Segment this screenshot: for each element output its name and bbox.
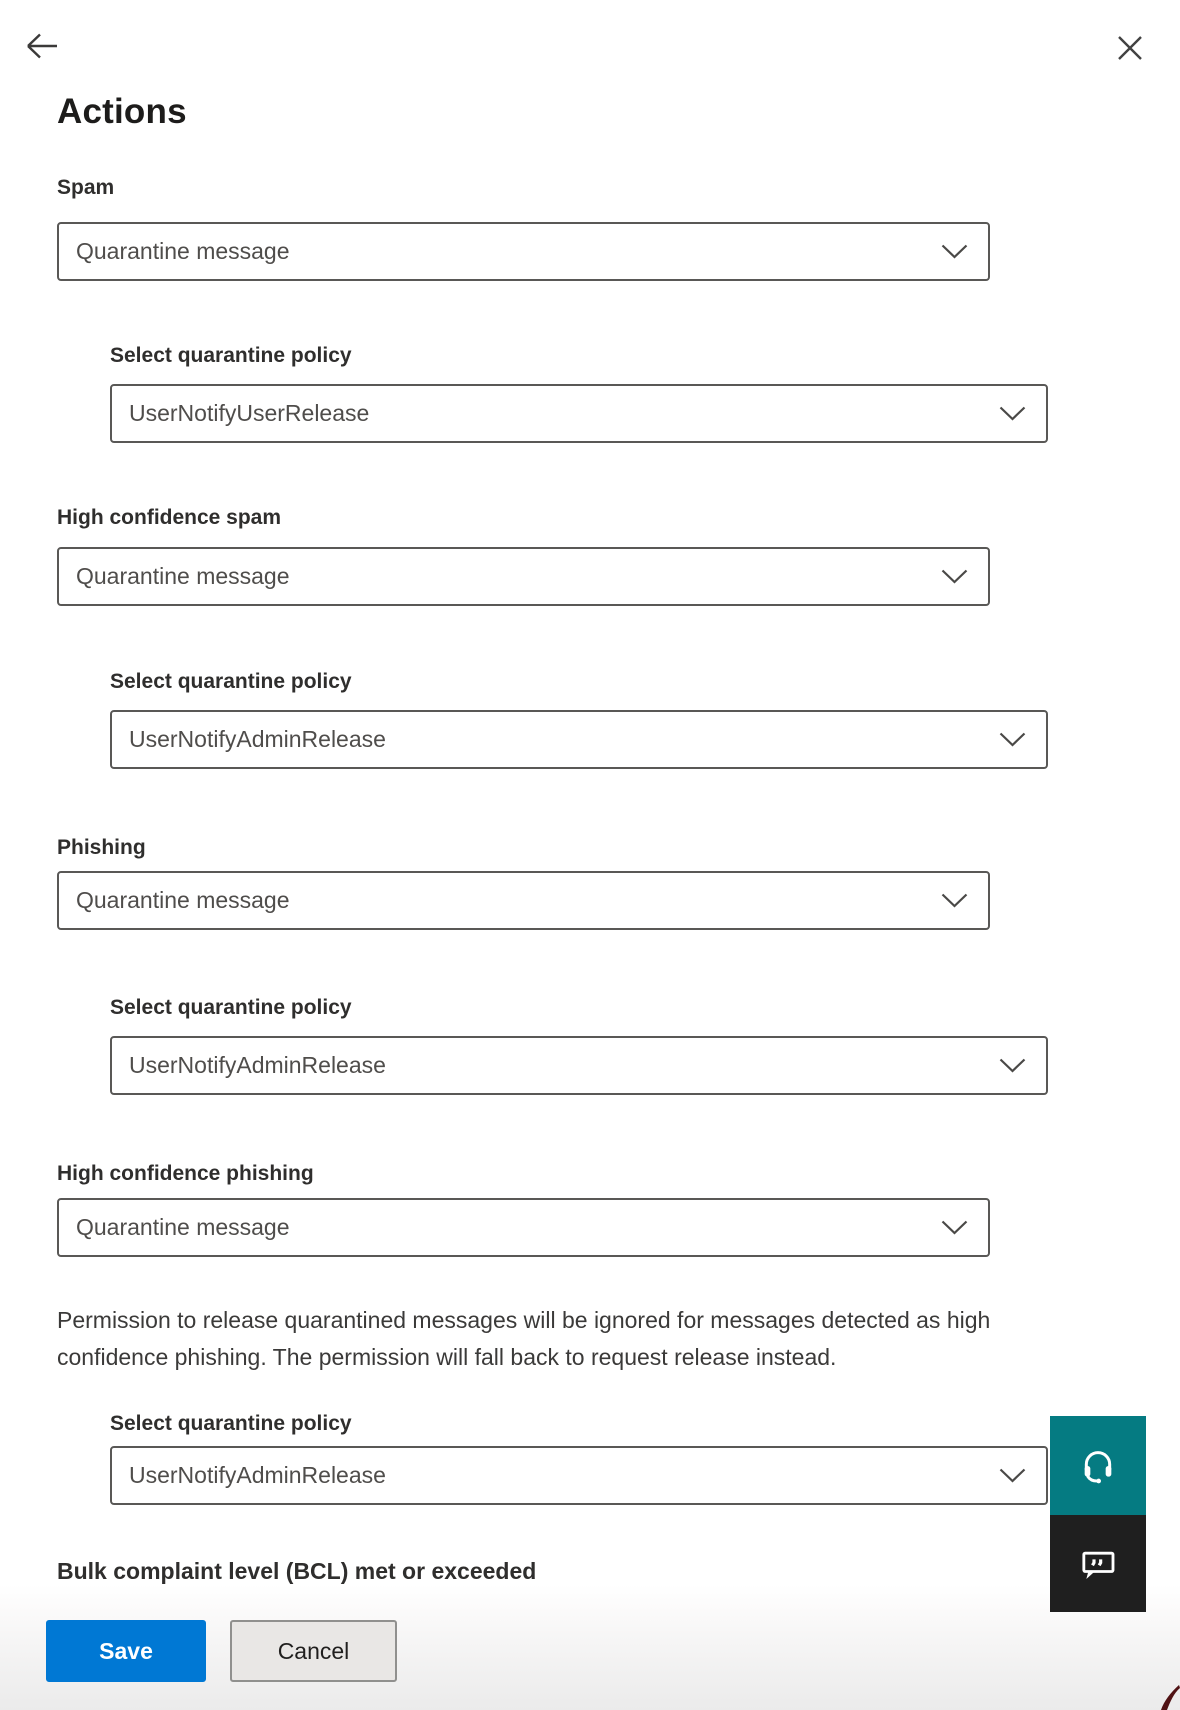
spam-action-dropdown[interactable] — [57, 222, 990, 281]
high-confidence-spam-label: High confidence spam — [57, 506, 282, 529]
high-confidence-spam-action-value: Quarantine message — [76, 563, 290, 589]
chevron-down-icon — [999, 1058, 1026, 1073]
chevron-down-icon — [941, 1220, 968, 1235]
high-confidence-phishing-policy-value: UserNotifyAdminRelease — [129, 1462, 386, 1488]
phishing-action-value: Quarantine message — [76, 887, 290, 913]
spam-label: Spam — [57, 176, 115, 199]
phishing-policy-value: UserNotifyAdminRelease — [129, 1052, 386, 1078]
high-confidence-spam-quarantine-policy-dropdown[interactable] — [110, 710, 1048, 769]
high-confidence-spam-policy-label: Select quarantine policy — [110, 670, 352, 693]
phishing-action-dropdown[interactable] — [57, 871, 990, 930]
high-confidence-phishing-quarantine-policy-dropdown[interactable] — [110, 1446, 1048, 1505]
cancel-button[interactable]: Cancel — [230, 1620, 397, 1682]
close-button[interactable] — [1108, 26, 1152, 70]
footer-bar — [0, 1585, 1180, 1710]
spam-action-value: Quarantine message — [76, 238, 290, 264]
chevron-down-icon — [941, 893, 968, 908]
close-icon — [1115, 33, 1145, 63]
chevron-down-icon — [999, 406, 1026, 421]
high-confidence-spam-policy-value: UserNotifyAdminRelease — [129, 726, 386, 752]
high-confidence-phishing-policy-label: Select quarantine policy — [110, 1412, 352, 1435]
phishing-quarantine-policy-dropdown[interactable] — [110, 1036, 1048, 1095]
bulk-complaint-label: Bulk complaint level (BCL) met or exceeded — [57, 1558, 537, 1584]
chat-bubble-icon — [1078, 1544, 1118, 1584]
chevron-down-icon — [999, 732, 1026, 747]
phishing-policy-label: Select quarantine policy — [110, 996, 352, 1019]
chat-feedback-button[interactable] — [1050, 1515, 1146, 1612]
high-confidence-phishing-note: Permission to release quarantined messages will be ignored for messages detected as high confidence phishing. The permission will fall back to request release instead. — [57, 1307, 991, 1370]
spam-policy-value: UserNotifyUserRelease — [129, 400, 370, 426]
arrow-left-icon — [24, 28, 60, 64]
chevron-down-icon — [941, 569, 968, 584]
help-headset-button[interactable] — [1050, 1416, 1146, 1515]
back-button[interactable] — [20, 24, 64, 68]
high-confidence-phishing-action-value: Quarantine message — [76, 1214, 290, 1240]
spam-quarantine-policy-dropdown[interactable] — [110, 384, 1048, 443]
phishing-label: Phishing — [57, 836, 146, 859]
page-title: Actions — [57, 92, 187, 131]
spam-policy-label: Select quarantine policy — [110, 344, 352, 367]
chevron-down-icon — [941, 244, 968, 259]
save-button[interactable]: Save — [46, 1620, 206, 1682]
chevron-down-icon — [999, 1468, 1026, 1483]
high-confidence-phishing-label: High confidence phishing — [57, 1162, 314, 1185]
high-confidence-phishing-action-dropdown[interactable] — [57, 1198, 990, 1257]
high-confidence-spam-action-dropdown[interactable] — [57, 547, 990, 606]
headset-icon — [1078, 1446, 1118, 1486]
